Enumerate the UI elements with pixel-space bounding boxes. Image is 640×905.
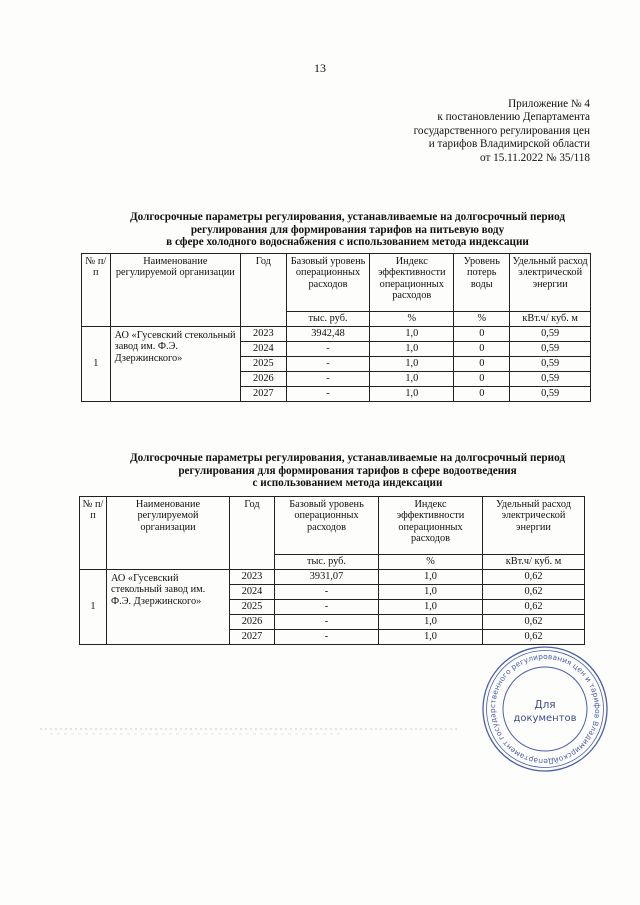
col-header-year: Год (241, 254, 287, 327)
cell-year: 2026 (241, 372, 287, 387)
col-header-base-costs: Базовый уровень операционных расходов (275, 497, 379, 555)
cell-base-costs: - (275, 600, 379, 615)
col-header-year: Год (230, 497, 275, 570)
unit-energy-consumption: кВт.ч/ куб. м (510, 312, 591, 327)
page-number: 13 (314, 61, 326, 75)
col-header-energy-consumption: Удельный расход электрической энергии (510, 254, 591, 312)
cell-energy-consumption: 0,62 (483, 570, 585, 585)
wastewater-params-table (79, 496, 585, 645)
cell-energy-consumption: 0,59 (510, 372, 591, 387)
col-header-efficiency-index: Индекс эффективности операционных расходов (379, 497, 483, 555)
cell-year: 2026 (230, 615, 275, 630)
cell-year: 2025 (230, 600, 275, 615)
cell-base-costs: - (286, 357, 370, 372)
appendix-line: и тарифов Владимирской области (428, 138, 590, 151)
table2-title (80, 452, 615, 490)
cell-water-loss: 0 (454, 342, 510, 357)
organization-name: АО «Гусевский стекольный завод им. Ф.Э. Дзержинского» (110, 327, 240, 402)
appendix-block (380, 98, 590, 165)
col-header-water-loss: Уровень потерь воды (454, 254, 510, 312)
cell-base-costs: - (286, 387, 370, 402)
col-header-energy-consumption: Удельный расход электрической энергии (483, 497, 585, 555)
cell-energy-consumption: 0,62 (483, 630, 585, 645)
cell-water-loss: 0 (454, 357, 510, 372)
cell-efficiency-index: 1,0 (379, 570, 483, 585)
unit-efficiency-index: % (379, 555, 483, 570)
cell-base-costs: - (286, 342, 370, 357)
table2-title-line: Долгосрочные параметры регулирования, устанавливаемые на долгосрочный период (129, 452, 566, 464)
cell-energy-consumption: 0,59 (510, 357, 591, 372)
col-header-number: № п/п (82, 254, 111, 327)
col-header-organization: Наименование регулируемой организации (110, 254, 240, 327)
stamp-center-line1: Для (534, 699, 556, 711)
cell-year: 2024 (241, 342, 287, 357)
appendix-line: от 15.11.2022 № 35/118 (480, 151, 590, 164)
cell-efficiency-index: 1,0 (370, 327, 454, 342)
cell-year: 2027 (241, 387, 287, 402)
cell-water-loss: 0 (454, 327, 510, 342)
table2-title-line: с использованием метода индексации (252, 477, 443, 490)
cell-energy-consumption: 0,59 (510, 327, 591, 342)
cell-year: 2023 (230, 570, 275, 585)
table1-title-line: Долгосрочные параметры регулирования, устанавливаемые на долгосрочный период (129, 211, 566, 223)
scan-artifact (40, 725, 460, 739)
appendix-line: Приложение № 4 (508, 98, 590, 110)
table1-title-line: в сфере холодного водоснабжения с использованием метода индексации (166, 236, 529, 249)
row-number: 1 (82, 327, 111, 402)
organization-name: АО «Гусевский стекольный завод им. Ф.Э. Дзержинского» (107, 570, 230, 645)
cell-year: 2027 (230, 630, 275, 645)
cell-efficiency-index: 1,0 (370, 342, 454, 357)
stamp-ring-text: Департамент государственного регулирования цен и тарифов Владимирской (487, 651, 603, 767)
unit-base-costs: тыс. руб. (275, 555, 379, 570)
col-header-efficiency-index: Индекс эффективности операционных расходов (370, 254, 454, 312)
row-number: 1 (80, 570, 107, 645)
unit-efficiency-index: % (370, 312, 454, 327)
cell-energy-consumption: 0,62 (483, 585, 585, 600)
cell-water-loss: 0 (454, 372, 510, 387)
cell-efficiency-index: 1,0 (370, 387, 454, 402)
cell-efficiency-index: 1,0 (379, 630, 483, 645)
cell-efficiency-index: 1,0 (379, 615, 483, 630)
cell-base-costs: - (286, 372, 370, 387)
stamp-center-line2: документов (513, 713, 577, 724)
table1-title-line: регулирования для формирования тарифов на питьевую воду (190, 223, 505, 236)
appendix-line: к постановлению Департамента (437, 111, 590, 124)
cell-base-costs: - (275, 630, 379, 645)
cell-base-costs: - (275, 585, 379, 600)
table1-title (80, 211, 615, 249)
cell-efficiency-index: 1,0 (379, 600, 483, 615)
cell-energy-consumption: 0,62 (483, 615, 585, 630)
table2-title-line: регулирования для формирования тарифов в сфере водоотведения (178, 464, 517, 477)
water-supply-params-table (81, 253, 591, 402)
unit-base-costs: тыс. руб. (286, 312, 370, 327)
cell-efficiency-index: 1,0 (370, 357, 454, 372)
cell-energy-consumption: 0,62 (483, 600, 585, 615)
table-header-row (82, 254, 591, 312)
cell-year: 2025 (241, 357, 287, 372)
cell-energy-consumption: 0,59 (510, 387, 591, 402)
cell-year: 2024 (230, 585, 275, 600)
cell-base-costs: - (275, 615, 379, 630)
cell-base-costs: 3942,48 (286, 327, 370, 342)
col-header-number: № п/п (80, 497, 107, 570)
col-header-organization: Наименование регулируемой организации (107, 497, 230, 570)
cell-efficiency-index: 1,0 (370, 372, 454, 387)
unit-water-loss: % (454, 312, 510, 327)
cell-energy-consumption: 0,59 (510, 342, 591, 357)
table-row (80, 570, 585, 585)
cell-base-costs: 3931,07 (275, 570, 379, 585)
cell-year: 2023 (241, 327, 287, 342)
table-header-row (80, 497, 585, 555)
col-header-base-costs: Базовый уровень операционных расходов (286, 254, 370, 312)
cell-efficiency-index: 1,0 (379, 585, 483, 600)
cell-water-loss: 0 (454, 387, 510, 402)
table-row (82, 327, 591, 342)
unit-energy-consumption: кВт.ч/ куб. м (483, 555, 585, 570)
official-stamp (480, 644, 610, 774)
appendix-line: государственного регулирования цен (413, 124, 590, 137)
